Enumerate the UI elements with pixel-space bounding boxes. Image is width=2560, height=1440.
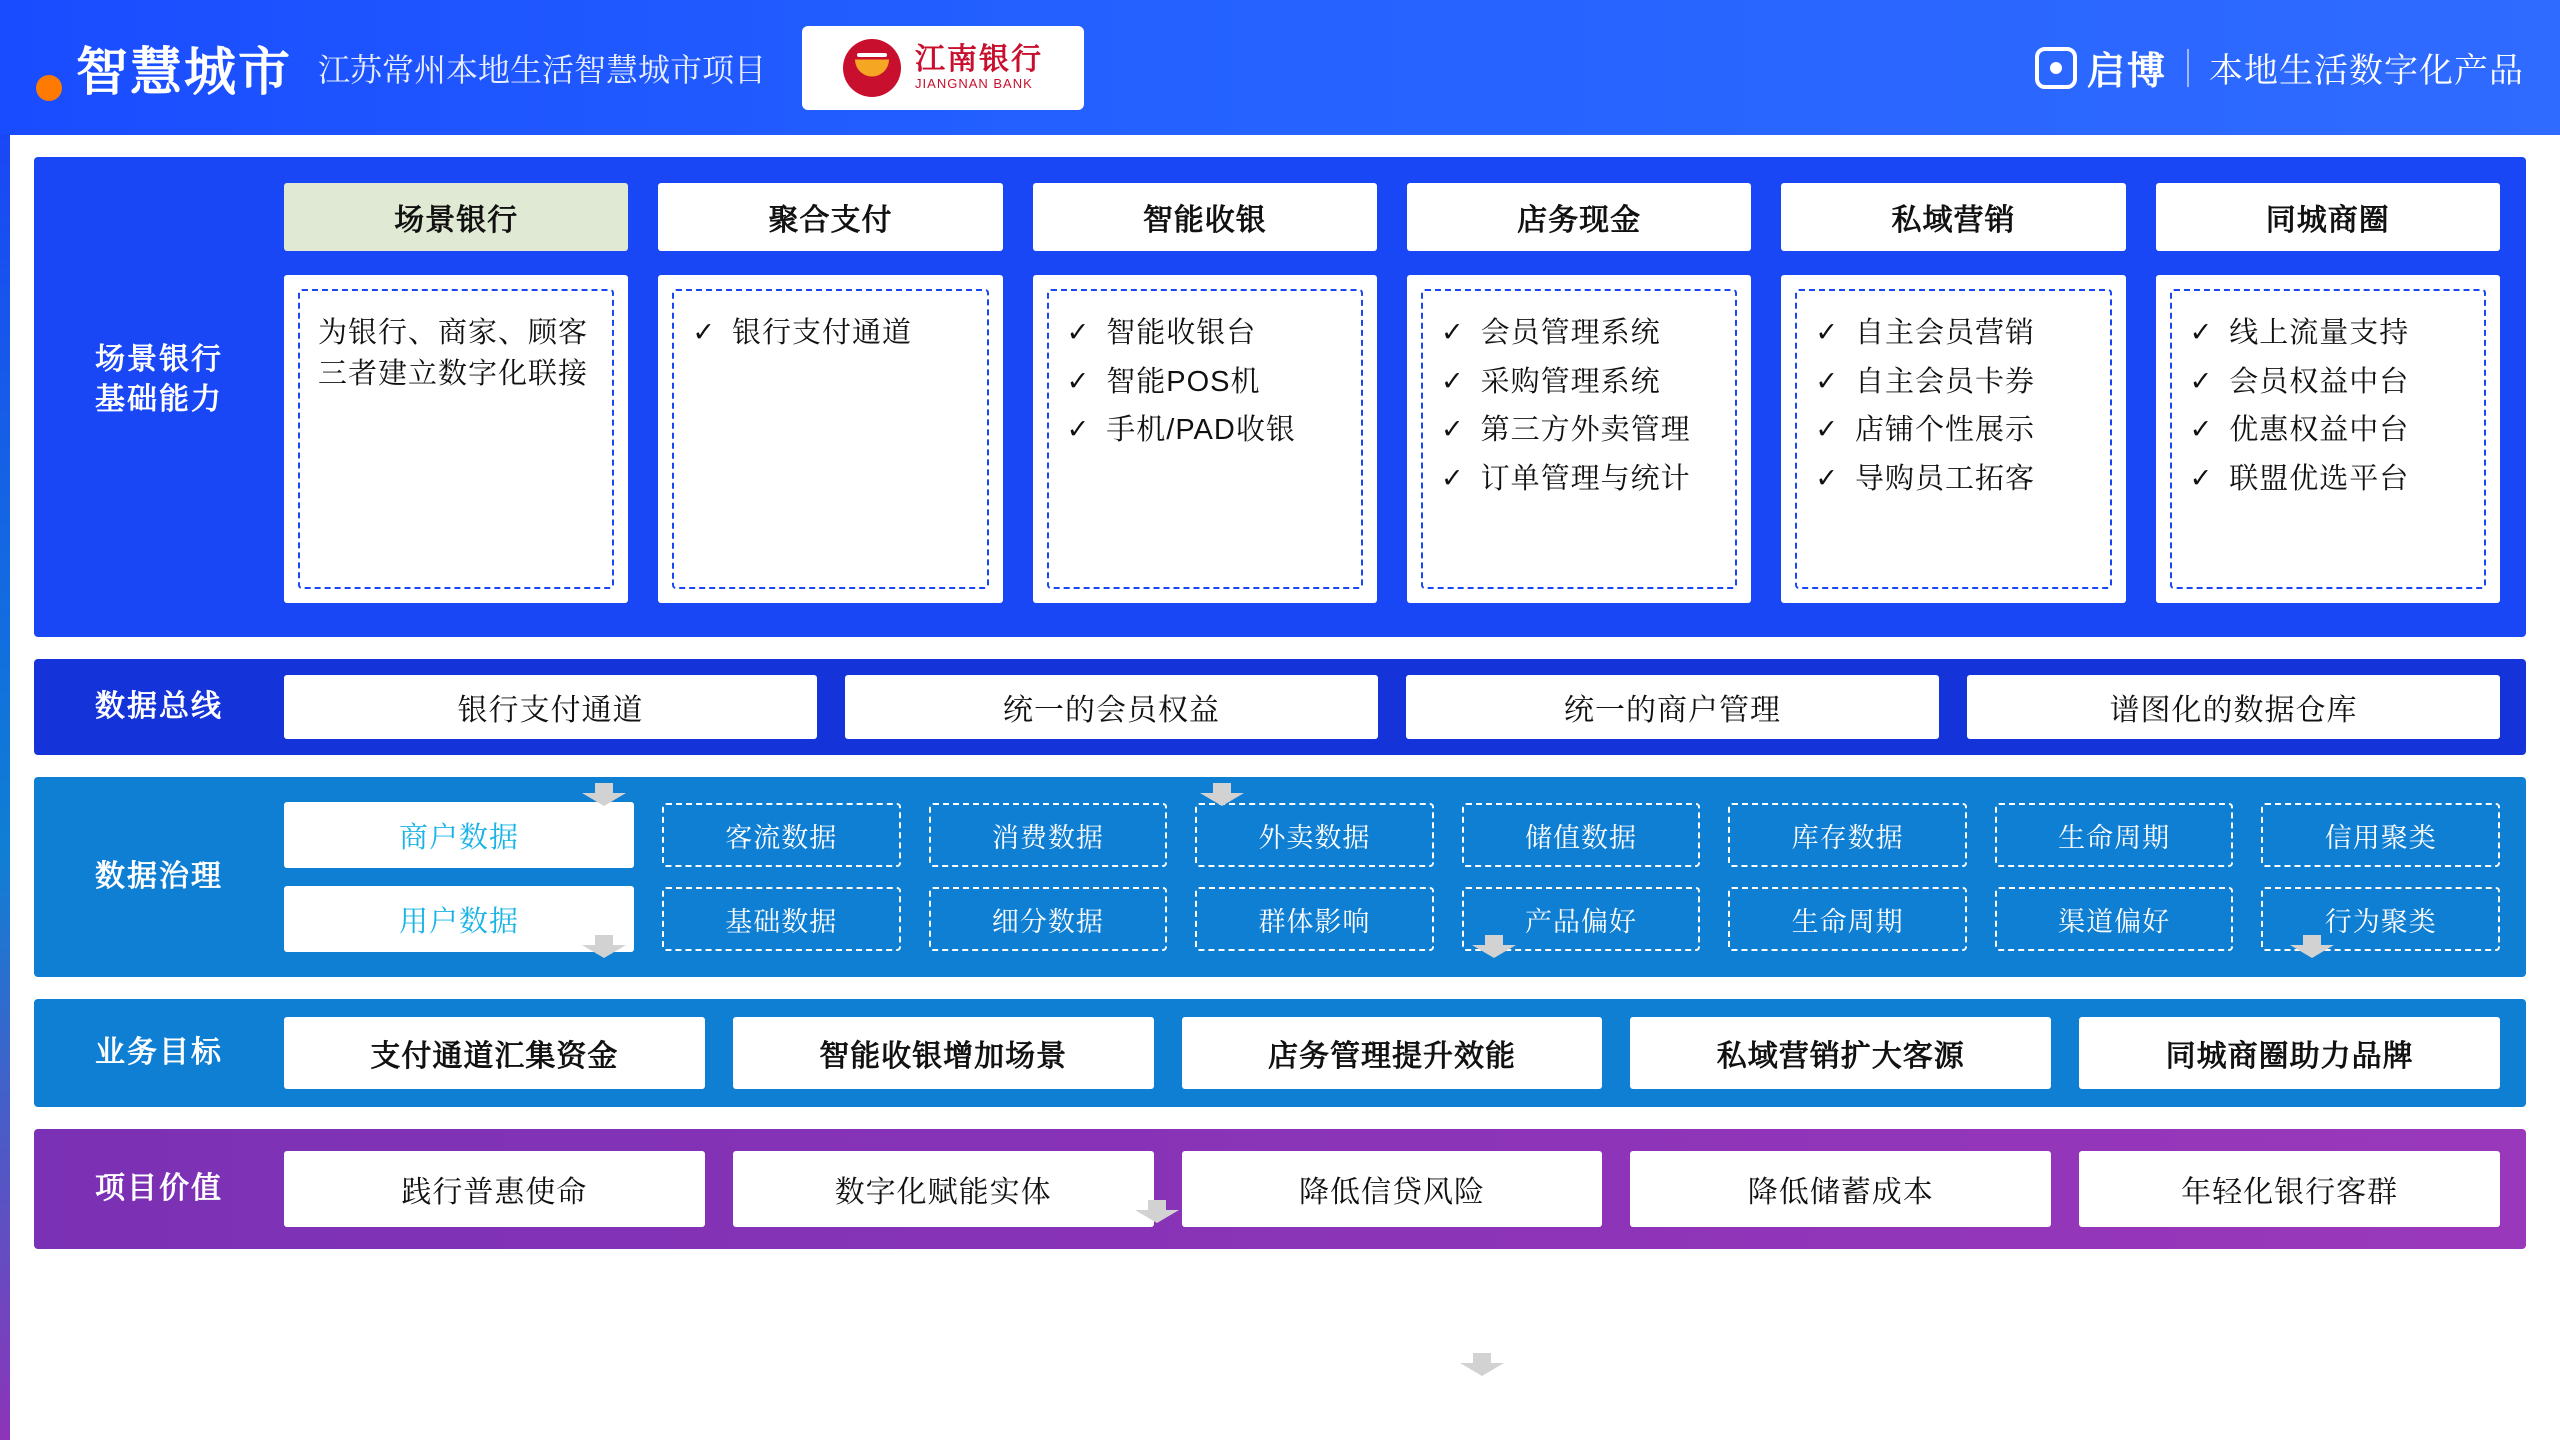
governance-tag: 库存数据 [1728, 803, 1967, 867]
goal-item: 同城商圈助力品牌 [2079, 1017, 2500, 1089]
value-item: 年轻化银行客群 [2079, 1151, 2500, 1227]
check-icon: ✓ [1440, 414, 1465, 445]
capability-item-label: 采购管理系统 [1480, 365, 1661, 398]
page-header [0, 0, 2560, 135]
capability-label-line1: 场景银行 [95, 342, 223, 376]
governance-row [284, 802, 2500, 868]
check-icon: ✓ [1066, 317, 1091, 347]
data-bus-item: 统一的会员权益 [845, 675, 1378, 739]
goal-item: 私域营销扩大客源 [1630, 1017, 2051, 1089]
capability-column [284, 275, 628, 603]
governance-label: 数据治理 [95, 859, 223, 893]
data-bus-label: 数据总线 [95, 689, 223, 723]
flow-arrow-down-icon [582, 783, 626, 805]
governance-tag: 细分数据 [929, 887, 1168, 951]
data-bus-section [34, 659, 2526, 755]
check-icon: ✓ [1815, 462, 1839, 493]
capability-item [1441, 362, 1717, 403]
capability-item-label: 线上流量支持 [2229, 317, 2410, 349]
tab-city-circle[interactable]: 同城商圈 [2156, 183, 2500, 251]
capability-columns [284, 275, 2500, 603]
header-divider [2187, 49, 2189, 87]
check-icon: ✓ [1815, 414, 1839, 445]
capability-column [1033, 275, 1377, 603]
capability-item [1815, 459, 2091, 500]
governance-section [34, 777, 2526, 977]
flow-arrow-down-icon [1200, 783, 1244, 805]
value-item: 践行普惠使命 [284, 1151, 705, 1227]
qibo-logo [2035, 40, 2167, 95]
capability-item [2190, 410, 2466, 451]
data-bus-item: 统一的商户管理 [1406, 675, 1939, 739]
tab-store-cash[interactable]: 店务现金 [1407, 183, 1751, 251]
check-icon: ✓ [2189, 462, 2214, 493]
governance-tag: 渠道偏好 [1995, 887, 2234, 951]
governance-tag: 产品偏好 [1462, 887, 1701, 951]
check-icon: ✓ [1440, 462, 1465, 493]
flow-arrow-down-icon [1135, 1200, 1179, 1222]
capability-item-label: 自主会员营销 [1854, 317, 2035, 349]
value-label: 项目价值 [95, 1171, 223, 1205]
check-icon: ✓ [692, 317, 716, 347]
capability-item-label: 自主会员卡券 [1854, 365, 2035, 398]
governance-tag: 生命周期 [1995, 803, 2234, 867]
capability-tabs [284, 183, 2500, 251]
tab-aggregate-pay[interactable]: 聚合支付 [658, 183, 1002, 251]
capability-item-label: 会员权益中台 [2229, 365, 2410, 398]
header-tagline: 本地生活数字化产品 [2209, 52, 2524, 90]
capability-item [1441, 410, 1717, 451]
governance-tag: 消费数据 [929, 803, 1168, 867]
check-icon: ✓ [1815, 365, 1839, 396]
governance-tag: 生命周期 [1728, 887, 1967, 951]
value-item: 降低信贷风险 [1182, 1151, 1603, 1227]
capability-item [2190, 313, 2466, 354]
capability-item-label: 手机/PAD收银 [1106, 414, 1296, 447]
capability-item [1067, 313, 1343, 354]
capability-item-label: 优惠权益中台 [2229, 414, 2410, 447]
bank-name-en: JIANGNAN BANK [915, 76, 1033, 92]
capability-item [1067, 410, 1343, 451]
capability-item [692, 313, 968, 354]
governance-tag: 群体影响 [1195, 887, 1434, 951]
page-title: 智慧城市 [76, 44, 293, 102]
capability-item [1441, 459, 1717, 500]
capability-item [1815, 410, 2091, 451]
tab-private-marketing[interactable]: 私域营销 [1781, 183, 2125, 251]
bank-emblem-icon [843, 39, 901, 97]
capability-column [1407, 275, 1751, 603]
orange-dot-icon [36, 75, 62, 101]
goal-item: 智能收银增加场景 [733, 1017, 1154, 1089]
capability-section-label [34, 157, 284, 603]
governance-tag: 信用聚类 [2261, 803, 2500, 867]
goals-section [34, 999, 2526, 1107]
page-subtitle: 江苏常州本地生活智慧城市项目 [318, 51, 767, 88]
governance-row-key: 用户数据 [284, 886, 634, 952]
capability-item-label: 智能POS机 [1106, 365, 1261, 398]
governance-tag: 储值数据 [1462, 803, 1701, 867]
goal-item: 店务管理提升效能 [1182, 1017, 1603, 1089]
governance-row-key: 商户数据 [284, 802, 634, 868]
check-icon: ✓ [1066, 414, 1091, 445]
capability-item [2190, 362, 2466, 403]
capability-item [2190, 459, 2466, 500]
value-item: 降低储蓄成本 [1630, 1151, 2051, 1227]
data-bus-item: 谱图化的数据仓库 [1967, 675, 2500, 739]
capability-item-label: 银行支付通道 [731, 317, 912, 349]
check-icon: ✓ [1440, 365, 1465, 396]
capability-item-label: 店铺个性展示 [1854, 414, 2035, 447]
capability-item-label: 第三方外卖管理 [1480, 414, 1691, 447]
qibo-mark-icon [2035, 47, 2077, 89]
header-right [2035, 40, 2524, 95]
capability-label-line2: 基础能力 [95, 383, 223, 416]
bank-logo-card [802, 26, 1084, 110]
check-icon: ✓ [1066, 365, 1091, 396]
governance-tag: 基础数据 [662, 887, 901, 951]
capability-item-label: 导购员工拓客 [1854, 462, 2035, 495]
check-icon: ✓ [2189, 365, 2214, 396]
check-icon: ✓ [2189, 414, 2214, 445]
goal-item: 支付通道汇集资金 [284, 1017, 705, 1089]
value-section [34, 1129, 2526, 1249]
capability-section [34, 157, 2526, 637]
check-icon: ✓ [1440, 317, 1465, 347]
capability-text: 为银行、商家、顾客三者建立数字化联接 [318, 317, 589, 391]
capability-item-label: 会员管理系统 [1480, 317, 1661, 349]
qibo-brand-label: 启博 [2086, 51, 2167, 93]
value-item: 数字化赋能实体 [733, 1151, 1154, 1227]
governance-tag: 客流数据 [662, 803, 901, 867]
capability-item-label: 智能收银台 [1106, 317, 1257, 349]
tab-scene-bank[interactable]: 场景银行 [284, 183, 628, 251]
check-icon: ✓ [1815, 317, 1839, 347]
capability-item [1441, 313, 1717, 354]
capability-column [1781, 275, 2125, 603]
capability-column [658, 275, 1002, 603]
data-bus-item: 银行支付通道 [284, 675, 817, 739]
capability-item-label: 联盟优选平台 [2229, 462, 2410, 495]
capability-item [1067, 362, 1343, 403]
flow-arrow-down-icon [582, 935, 626, 957]
flow-arrow-down-icon [2290, 935, 2334, 957]
capability-item-label: 订单管理与统计 [1480, 462, 1691, 495]
capability-item [1815, 313, 2091, 354]
bank-name-cn: 江南银行 [915, 42, 1044, 76]
goals-label: 业务目标 [95, 1035, 223, 1069]
tab-smart-cashier[interactable]: 智能收银 [1033, 183, 1377, 251]
check-icon: ✓ [2189, 317, 2214, 347]
flow-arrow-down-icon [1460, 1353, 1504, 1375]
capability-item [1815, 362, 2091, 403]
capability-column [2156, 275, 2500, 603]
flow-arrow-down-icon [1472, 935, 1516, 957]
governance-tag: 外卖数据 [1195, 803, 1434, 867]
governance-tag: 行为聚类 [2261, 887, 2500, 951]
diagram-canvas [0, 135, 2560, 1249]
